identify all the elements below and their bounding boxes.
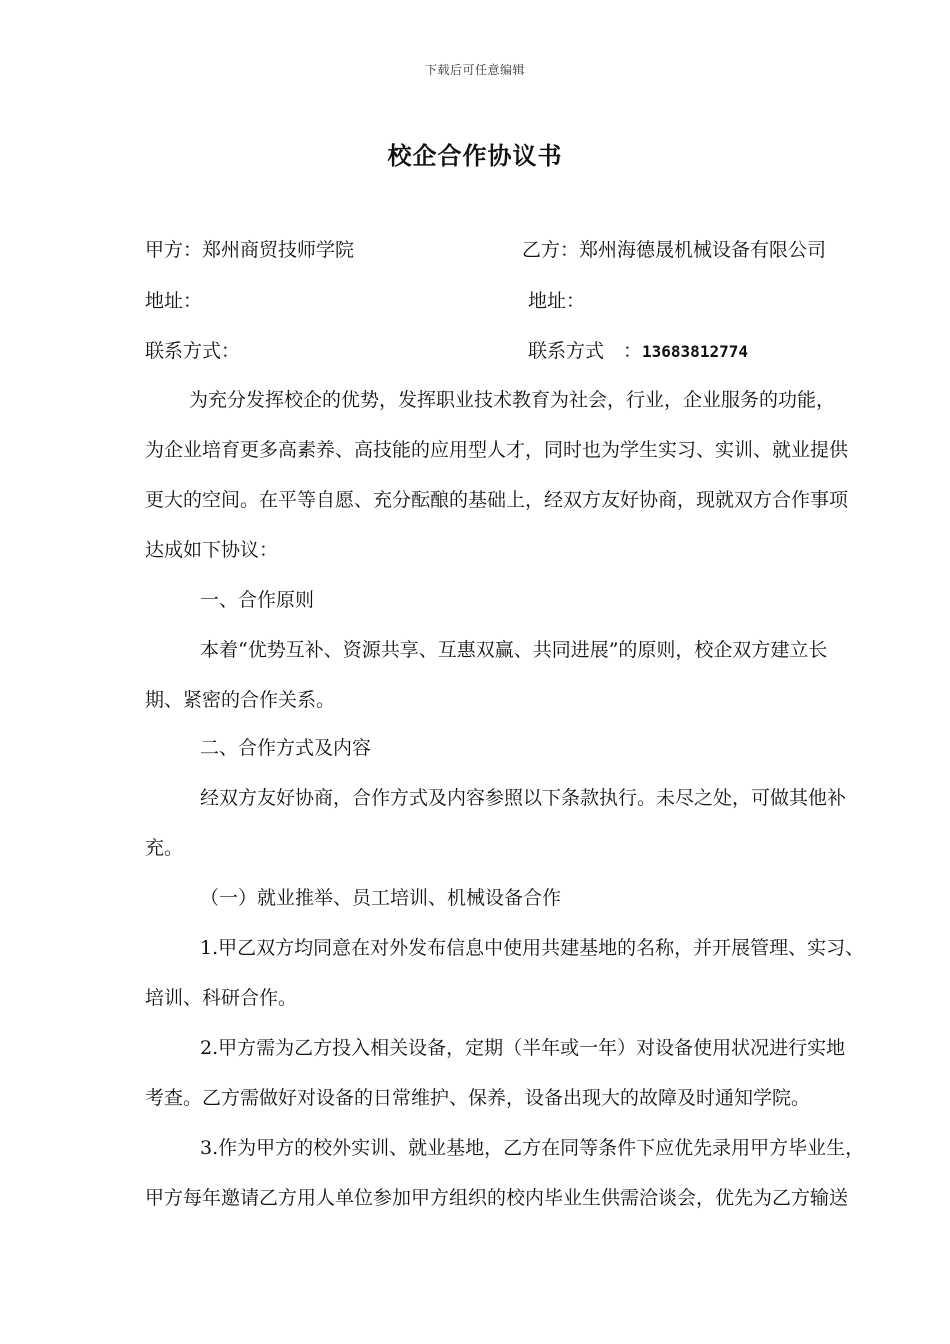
item3-line: 甲方每年邀请乙方用人单位参加甲方组织的校内毕业生供需洽谈会，优先为乙方输送	[145, 1187, 849, 1209]
section2-heading: 二、合作方式及内容	[200, 737, 372, 759]
intro-line: 为充分发挥校企的优势，发挥职业技术教育为社会，行业，企业服务的功能，	[189, 389, 836, 411]
section2-body-line: 经双方友好协商，合作方式及内容参照以下条款执行。未尽之处，可做其他补	[200, 787, 847, 809]
intro-line: 更大的空间。在平等自愿、充分酝酿的基础上，经双方友好协商，现就双方合作事项	[145, 489, 849, 511]
party-b-contact	[528, 338, 748, 365]
section1-block	[145, 575, 828, 725]
party-b-address-label: 地址：	[528, 290, 586, 312]
item3-line: 3.作为甲方的校外实训、就业基地，乙方在同等条件下应优先录用甲方毕业生，	[200, 1137, 865, 1159]
party-b-name: 乙方：郑州海德晟机械设备有限公司	[522, 239, 827, 261]
section1-body-line: 本着“优势互补、资源共享、互惠双赢、共同进展”的原则，校企双方建立长	[200, 639, 828, 661]
party-a-contact-label: 联系方式：	[145, 340, 241, 362]
section1-body-line: 期、紧密的合作关系。	[145, 689, 336, 711]
party-a-name: 甲方：郑州商贸技师学院	[145, 239, 355, 261]
subsection1-heading: （一）就业推举、员工培训、机械设备合作	[200, 887, 562, 909]
item2-line: 考查。乙方需做好对设备的日常维护、保养，设备出现大的故障及时通知学院。	[145, 1087, 811, 1109]
item1-line: 1.甲乙双方均同意在对外发布信息中使用共建基地的名称，并开展管理、实习、	[200, 937, 865, 959]
intro-paragraph	[145, 375, 849, 575]
item2-line: 2.甲方需为乙方投入相关设备，定期（半年或一年）对设备使用状况进行实地	[200, 1037, 846, 1059]
page-header-note: 下载后可任意编辑	[424, 63, 525, 77]
item1-line: 培训、科研合作。	[145, 987, 298, 1009]
party-a-address-label: 地址：	[145, 290, 203, 312]
party-b-contact-label: 联系方式 ：	[528, 340, 643, 362]
party-b-contact-phone: 13683812774	[642, 342, 748, 361]
document-title: 校企合作协议书	[387, 141, 563, 170]
intro-line: 达成如下协议：	[145, 539, 279, 561]
section1-heading: 一、合作原则	[200, 589, 315, 611]
section2-body-line: 充。	[145, 837, 184, 859]
intro-line: 为企业培育更多高素养、高技能的应用型人才，同时也为学生实习、实训、就业提供	[145, 439, 849, 461]
section2-block	[145, 723, 847, 873]
subsection1-block	[145, 873, 865, 1223]
